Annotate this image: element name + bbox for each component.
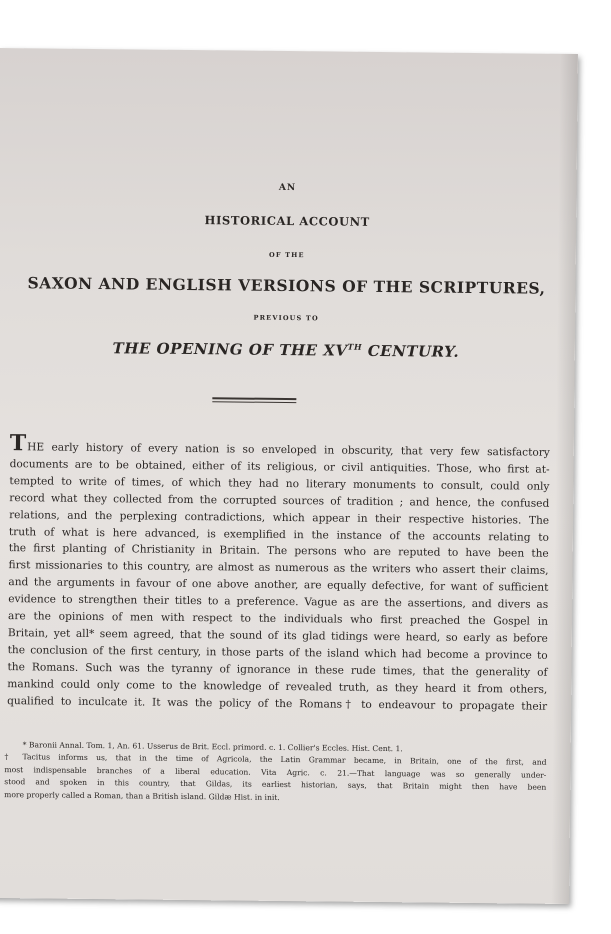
opening-title-end: CENTURY. xyxy=(361,341,460,361)
heading-historical-account: HISTORICAL ACCOUNT xyxy=(204,213,370,229)
footnotes xyxy=(4,739,547,807)
title-rule-thick xyxy=(212,397,296,400)
heading-opening-century xyxy=(0,338,575,362)
body-line: first missionaries to this country, are almost as numerous as the writers who assert their claims, xyxy=(8,559,549,578)
footnote-star: * Baronii Annal. Tom. 1, An. 61. Usserus de Brit. Eccl. primord. c. 1. Collier's Eccles. Hist. Cent. 1. xyxy=(22,740,403,754)
body-line: qualified to inculcate it. It was the policy of the Romans† to endeavour to propagate their xyxy=(7,694,548,713)
body-line: truth of what is here advanced, is exemplified in the instance of the accounts relating to xyxy=(8,525,549,544)
opening-title-sup: TH xyxy=(347,341,363,352)
body-line: the Romans. Such was the tyranny of ignorance in these rude times, that the generality of xyxy=(7,660,548,679)
body-line: documents are to be obtained, either of its religious, or civil antiquities. Those, who first at- xyxy=(9,458,550,476)
footnote-dagger-cont: stood and spoken in this country, that Gildas, its earliest historian, says, that Britain might then have been xyxy=(4,777,547,792)
heading-of-the: OF THE xyxy=(268,250,305,260)
body-line: relations, and the perplexing contradictions, which appear in their respective histories. The xyxy=(9,508,550,527)
footnote-dagger: † Tacitus informs us, that in the time of Agricola, the Latin Grammar became, in Britain, one of the first, and xyxy=(4,752,547,768)
body-line: the conclusion of the first century, in those parts of the island which had become a province to xyxy=(7,643,548,662)
body-line: record what they collected from the corrupted sources of tradition ; and hence, the confused xyxy=(9,491,550,510)
body-line: Britain, yet all* seem agreed, that the sound of its glad tidings were heard, so early as before xyxy=(7,627,548,645)
body-line: mankind could only come to the knowledge of revealed truth, as they heard it from others, xyxy=(7,677,548,696)
opening-title-text: THE OPENING OF THE XV xyxy=(112,339,348,360)
body-line: THE early history of every nation is so enveloped in obscurity, that very few satisfactory xyxy=(9,430,550,459)
body-line: the first planting of Christianity in Britain. The persons who are reputed to have been the xyxy=(8,542,549,561)
footnote-dagger-cont: more properly called a Roman, than a British island. Gildæ Hist. in init. xyxy=(4,789,280,802)
book-page xyxy=(0,48,578,904)
body-line: tempted to write of times, of which they had no literary monuments to consult, could only xyxy=(9,474,550,493)
body-line: evidence to strengthen their titles to a preference. Vague as are the assertions, and divers as xyxy=(8,593,549,611)
body-line: and the arguments in favour of one above another, are equally defective, for want of sufficient xyxy=(8,576,549,595)
title-rule-thin xyxy=(212,401,296,403)
drop-cap: T xyxy=(9,430,27,457)
footnote-dagger-cont: most indispensable branches of a liberal education. Vita Agric. c. 21.—That language was so generally under- xyxy=(4,764,547,780)
heading-an: AN xyxy=(278,182,297,194)
body-line: are the opinions of men with respect to the individuals who first preached the Gospel in xyxy=(7,610,549,628)
heading-previous-to: PREVIOUS TO xyxy=(253,313,319,323)
body-paragraph xyxy=(7,430,550,715)
heading-saxon-versions: SAXON AND ENGLISH VERSIONS OF THE SCRIPTURES, xyxy=(27,273,546,298)
